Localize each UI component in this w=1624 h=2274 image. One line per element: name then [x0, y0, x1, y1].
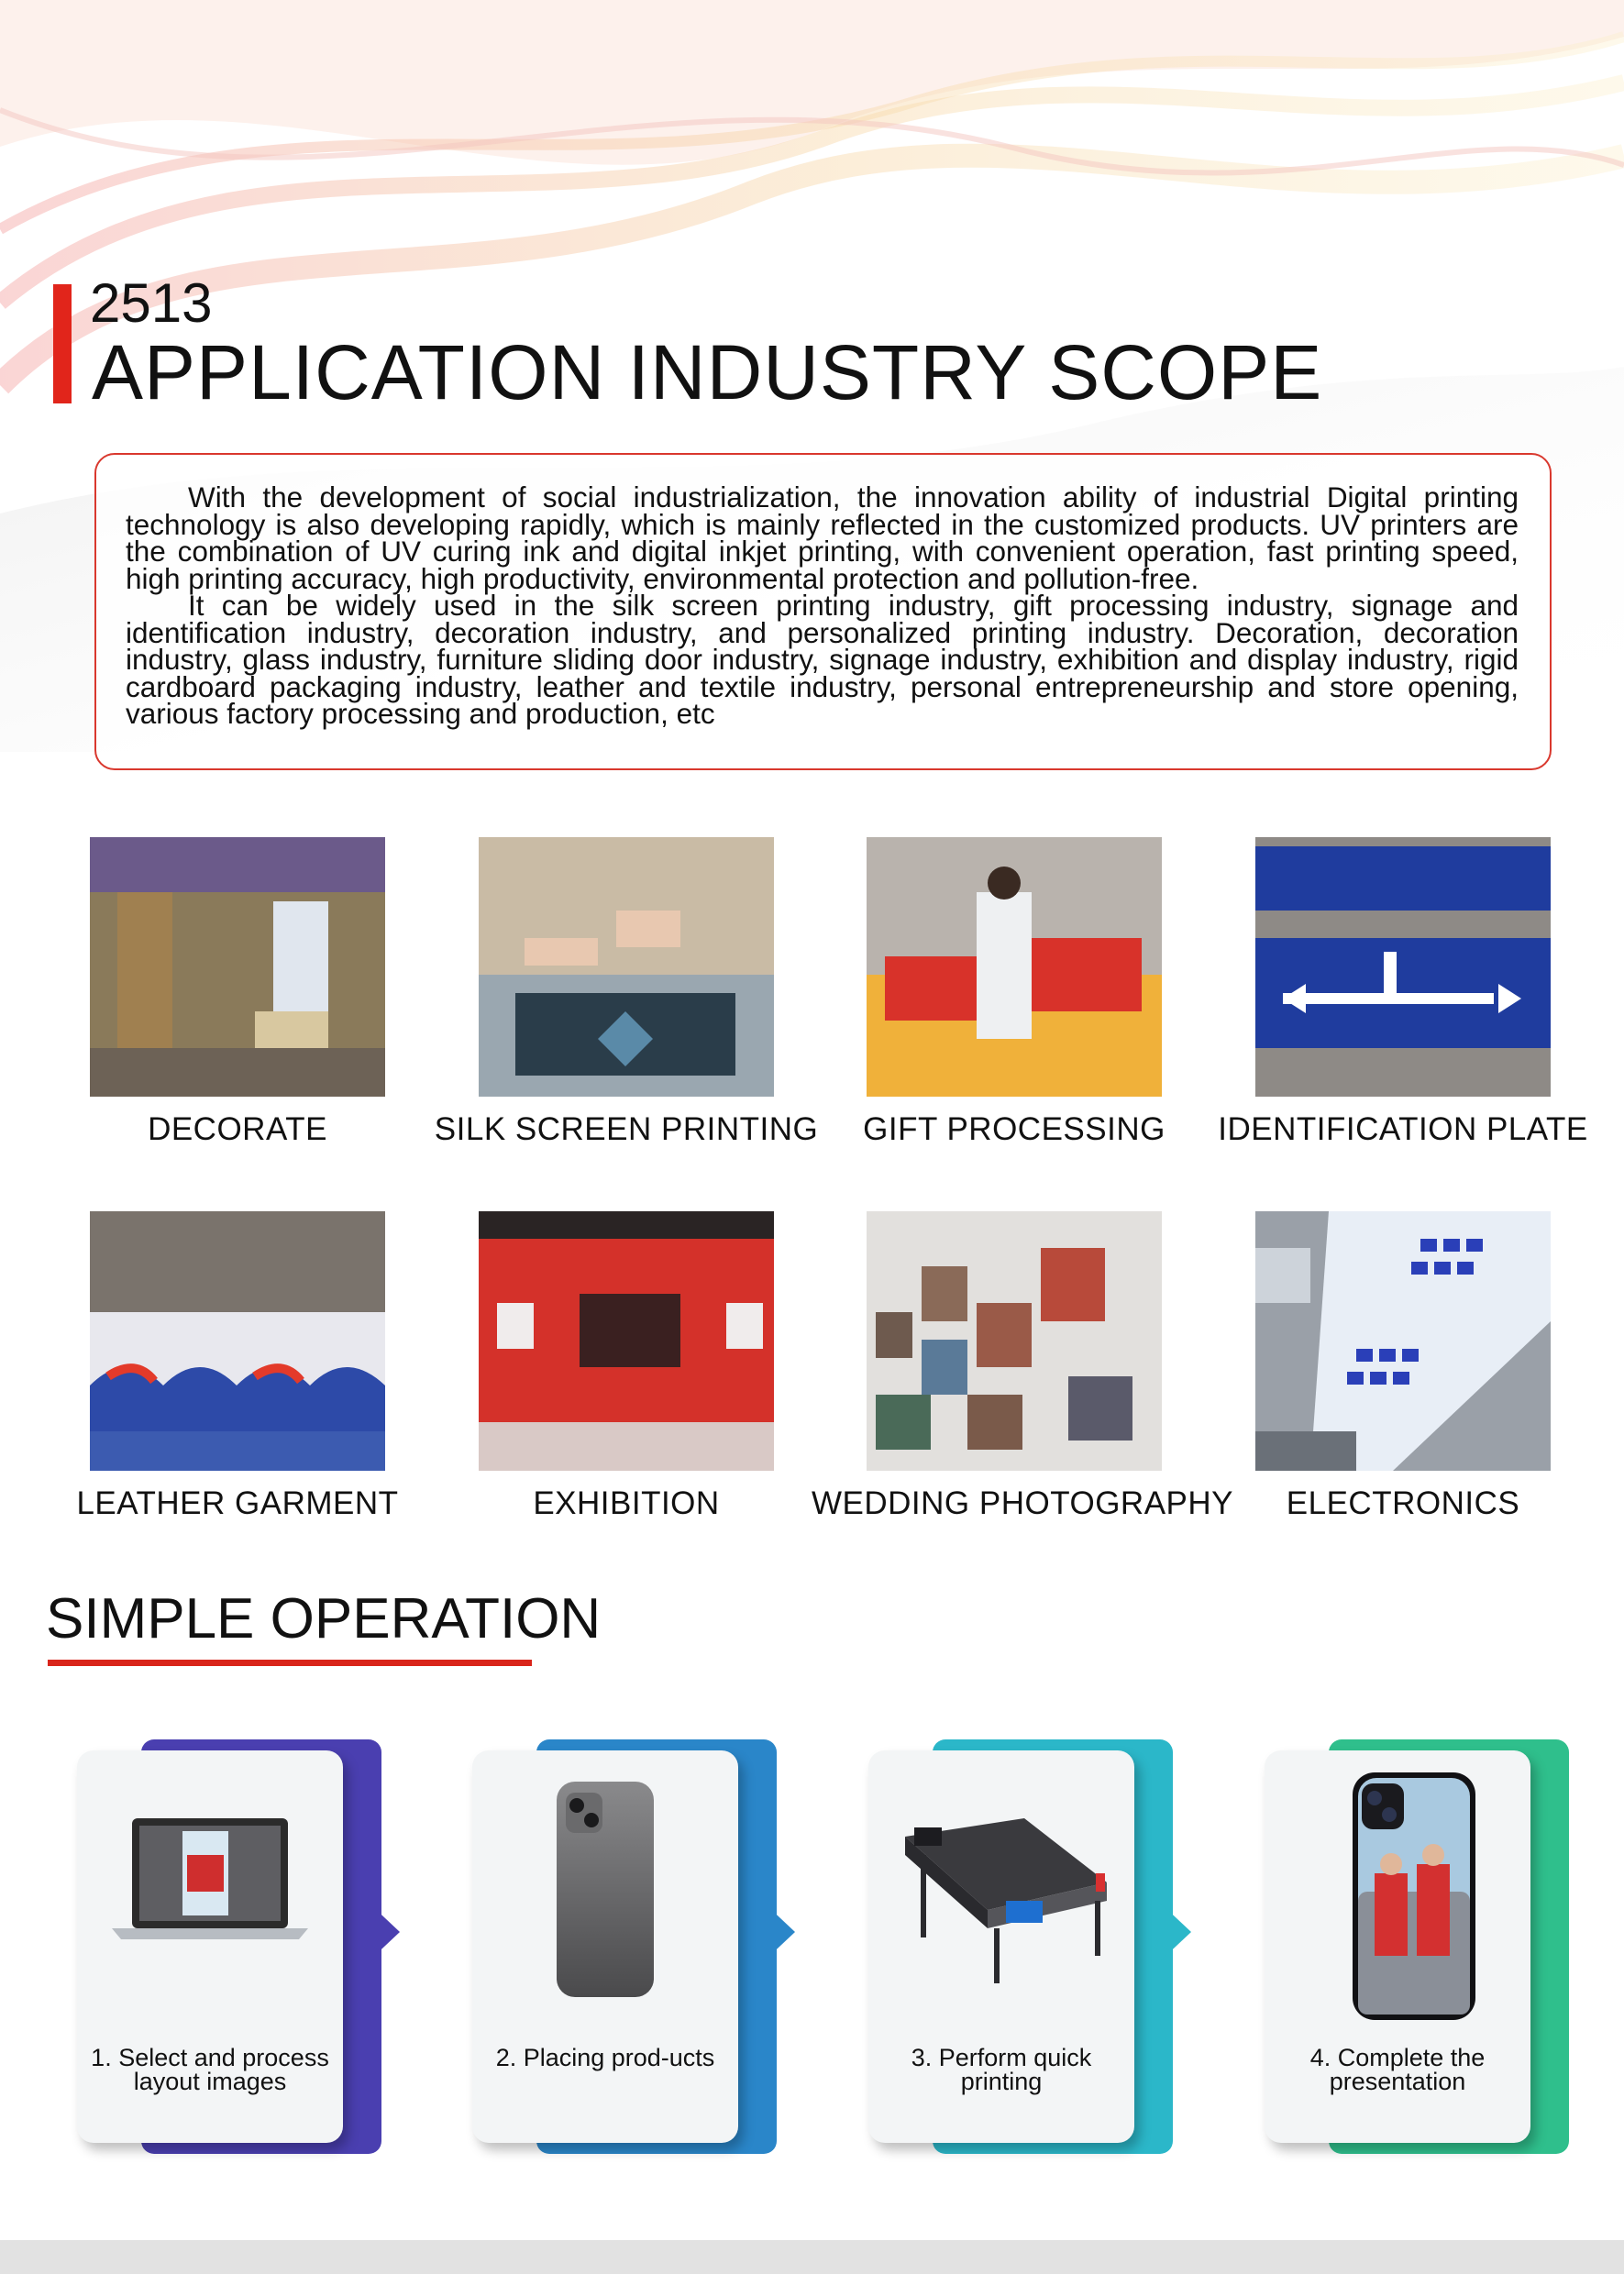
step-card	[1265, 1750, 1530, 2143]
title-accent-bar	[53, 284, 72, 403]
intro-paragraph-2: It can be widely used in the silk screen printing industry, gift processing industry, signage and identification industry, decoration industry, and personalized printing industry. Decoration, decoration industry, glass industry, furniture sliding door industry, signage industry, exhibition and display industry, rigid cardboard packaging industry, leather and textile industry, personal entrepreneurship and store opening, various factory processing and production, etc	[126, 589, 1519, 730]
operation-step	[1265, 1739, 1576, 2157]
operation-step	[472, 1739, 784, 2157]
step-label: 1. Select and process layout images	[91, 2044, 329, 2095]
application-label: GIFT PROCESSING	[863, 1111, 1166, 1147]
operation-step	[868, 1739, 1180, 2157]
exhibition-photo	[479, 1211, 774, 1471]
step-arrow-icon	[764, 1903, 795, 1961]
step-card	[77, 1750, 343, 2143]
decorate-photo	[90, 837, 385, 1097]
silk-screen-photo	[479, 837, 774, 1097]
step-card	[868, 1750, 1134, 2143]
application-label: EXHIBITION	[533, 1485, 720, 1521]
application-label: IDENTIFICATION PLATE	[1218, 1111, 1588, 1147]
footer-band	[0, 2240, 1624, 2274]
step-arrow-icon	[1160, 1903, 1191, 1961]
uv-printer-image	[887, 1763, 1116, 2038]
phone-blank-image	[491, 1763, 720, 2038]
wedding-photography-photo	[867, 1211, 1162, 1471]
intro-text-box	[94, 453, 1552, 770]
phone-printed-image	[1283, 1763, 1512, 2038]
step-arrow-icon	[369, 1903, 400, 1961]
application-label: SILK SCREEN PRINTING	[434, 1111, 819, 1147]
leather-garment-photo	[90, 1211, 385, 1471]
step-label: 3. Perform quick printing	[911, 2044, 1092, 2095]
model-number: 2513	[90, 272, 213, 334]
page-title: APPLICATION INDUSTRY SCOPE	[92, 329, 1323, 415]
electronics-photo	[1255, 1211, 1551, 1471]
step-label: 2. Placing prod-ucts	[495, 2044, 715, 2071]
application-label: ELECTRONICS	[1286, 1485, 1520, 1521]
step-label: 4. Complete the presentation	[1309, 2044, 1486, 2095]
laptop-image	[95, 1763, 325, 2038]
application-label: WEDDING PHOTOGRAPHY	[812, 1485, 1234, 1521]
application-label: DECORATE	[148, 1111, 327, 1147]
application-label: LEATHER GARMENT	[76, 1485, 399, 1521]
step-card	[472, 1750, 738, 2143]
intro-paragraph-1: With the development of social industrialization, the innovation ability of industrial Digital printing technology is also developing rapidly, which is mainly reflected in the customized products. UV printers are the combination of UV curing ink and digital inkjet printing, with convenient operation, fast printing speed, high printing accuracy, high productivity, environmental protection and pollution-free.	[126, 480, 1519, 595]
identification-plate-photo	[1255, 837, 1551, 1097]
operation-step	[77, 1739, 389, 2157]
gift-processing-photo	[867, 837, 1162, 1097]
section-title-simple-operation: SIMPLE OPERATION	[46, 1587, 602, 1650]
section-underline	[48, 1660, 532, 1666]
